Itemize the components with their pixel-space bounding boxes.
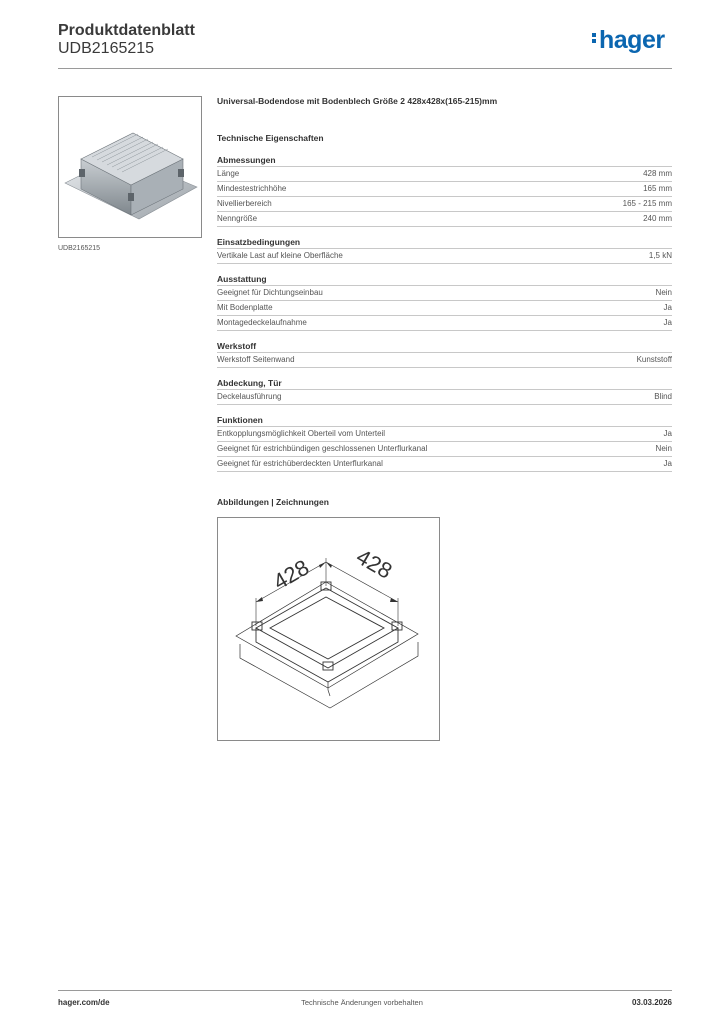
table-row [217,316,672,331]
row-label: Montagedeckelaufnahme [217,318,307,327]
row-label: Nivellierbereich [217,199,272,208]
section-dimensions [217,155,672,227]
section-equipment [217,274,672,331]
section-title: Abmessungen [217,155,672,167]
row-label: Geeignet für estrichüberdeckten Unterflurkanal [217,459,383,468]
table-row [217,442,672,457]
row-label: Entkopplungsmöglichkeit Oberteil vom Unterteil [217,429,386,438]
row-value: 1,5 kN [648,251,672,260]
table-row [217,212,672,227]
product-image-frame [58,96,202,238]
page-title: Produktdatenblatt [58,22,195,39]
table-row [217,197,672,212]
properties-column [217,96,672,472]
logo-dots-icon [592,31,598,45]
row-value: Ja [663,303,672,312]
footer-website-link[interactable]: hager.com/de [58,998,110,1007]
section-title: Werkstoff [217,341,672,353]
row-label: Werkstoff Seitenwand [217,355,295,364]
row-label: Geeignet für Dichtungseinbau [217,288,323,297]
section-title: Ausstattung [217,274,672,286]
footer-divider [58,990,672,991]
dimension-label-left: 428 [268,554,314,595]
table-row [217,353,672,368]
row-value: Ja [663,429,672,438]
row-label: Geeignet für estrichbündigen geschlossenen Unterflurkanal [217,444,428,453]
row-label: Nenngröße [217,214,258,223]
logo-text: hager [599,26,665,54]
hager-logo [592,26,665,55]
product-title: Universal-Bodendose mit Bodenblech Größe 2 428x428x(165-215)mm [217,96,498,106]
row-value: Nein [655,444,672,453]
table-row [217,286,672,301]
footer-date: 03.03.2026 [631,998,672,1007]
row-value: Ja [663,459,672,468]
row-value: 165 - 215 mm [622,199,672,208]
table-row [217,249,672,264]
product-image-caption: UDB2165215 [58,245,101,252]
dimension-label-right: 428 [352,543,397,584]
row-value: 240 mm [643,214,672,223]
section-title: Einsatzbedingungen [217,237,672,249]
row-label: Mit Bodenplatte [217,303,273,312]
table-row [217,427,672,442]
section-cover-door [217,378,672,405]
section-functions [217,415,672,472]
row-label: Länge [217,169,240,178]
table-row [217,167,672,182]
tech-properties-heading: Technische Eigenschaften [217,133,324,143]
row-label: Deckelausführung [217,392,282,401]
table-row [217,390,672,405]
section-title: Abdeckung, Tür [217,378,672,390]
header-divider [58,68,672,69]
row-value: Blind [654,392,672,401]
section-operating-conditions [217,237,672,264]
footer-notice: Technische Änderungen vorbehalten [301,998,423,1007]
table-row [217,457,672,472]
product-code-header: UDB2165215 [58,40,155,57]
figures-heading: Abbildungen | Zeichnungen [217,497,329,507]
drawing-frame [217,517,440,741]
row-label: Vertikale Last auf kleine Oberfläche [217,251,343,260]
row-value: Kunststoff [636,355,672,364]
row-value: Nein [655,288,672,297]
section-title: Funktionen [217,415,672,427]
row-value: 165 mm [643,184,672,193]
technical-drawing [218,518,439,740]
row-value: 428 mm [643,169,672,178]
row-label: Mindestestrichhöhe [217,184,287,193]
table-row [217,182,672,197]
row-value: Ja [663,318,672,327]
section-material [217,341,672,368]
table-row [217,301,672,316]
product-photo-floor-box [59,97,201,237]
